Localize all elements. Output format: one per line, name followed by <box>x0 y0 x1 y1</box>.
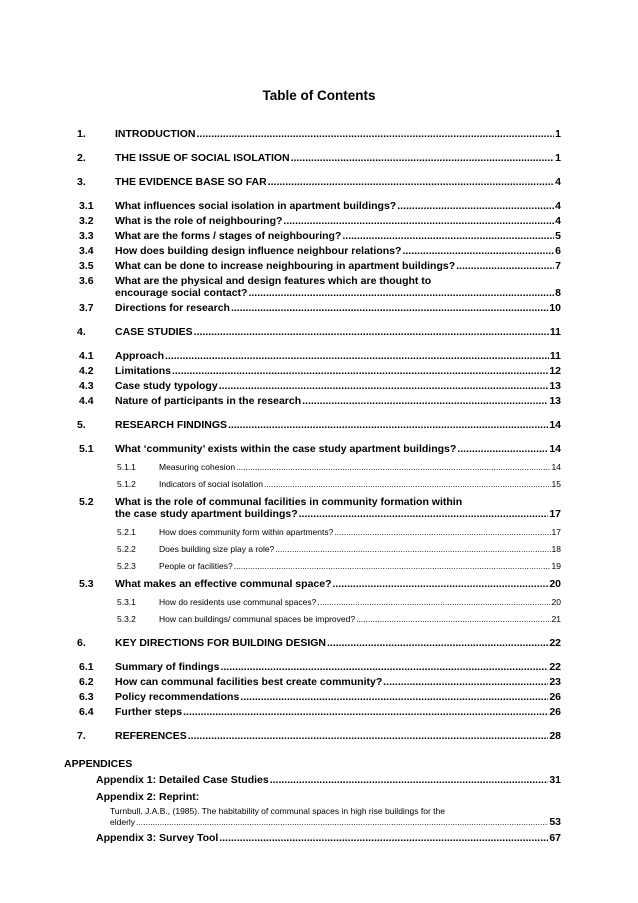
toc-entry-number: 4.1 <box>79 350 94 362</box>
toc-entry-title: Measuring cohesion <box>159 462 236 472</box>
toc-entry-number: 4.4 <box>79 395 94 407</box>
toc-entry-4-4[interactable] <box>77 395 561 407</box>
toc-entry-continuation[interactable] <box>77 287 561 299</box>
toc-entry-page: 8 <box>555 287 561 299</box>
appendix-entry-1[interactable] <box>77 774 561 786</box>
toc-entry-number: 5.1.1 <box>117 462 136 472</box>
dot-leader <box>220 661 548 673</box>
toc-entry-title: Approach <box>115 350 165 362</box>
dot-leader <box>342 230 554 242</box>
dot-leader <box>275 543 550 555</box>
toc-entry-page: 17 <box>549 508 561 520</box>
toc-entry-1[interactable] <box>77 128 561 140</box>
toc-entry-number: 4.2 <box>79 365 94 377</box>
toc-entry-page: 15 <box>551 479 561 489</box>
toc-entry-page: 11 <box>549 326 561 338</box>
toc-entry-4[interactable] <box>77 326 561 338</box>
toc-entry-title: What makes an effective communal space? <box>115 578 332 590</box>
toc-entry-number: 6.1 <box>79 661 94 673</box>
toc-entry-title: Directions for research <box>115 302 230 314</box>
toc-entry-title: Policy recommendations <box>115 691 240 703</box>
toc-entry-number: 5.2.2 <box>117 544 136 554</box>
toc-entry-page: 14 <box>549 443 561 455</box>
toc-entry-title: How do residents use communal spaces? <box>159 597 317 607</box>
toc-entry-title: Indicators of social isolation <box>159 479 263 489</box>
toc-entry-4-2[interactable] <box>77 365 561 377</box>
dot-leader <box>268 176 554 188</box>
toc-entry-number: 5. <box>77 419 86 431</box>
toc-entry-number: 5.2 <box>79 496 94 508</box>
toc-entry-page: 31 <box>549 774 561 786</box>
toc-entry-page: 21 <box>551 614 561 624</box>
toc-entry-page: 17 <box>551 527 561 537</box>
toc-entry-title: What can be done to increase neighbouring in apartment buildings? <box>115 260 456 272</box>
toc-entry-3-5[interactable] <box>77 260 561 272</box>
toc-entry-title: Summary of findings <box>115 661 220 673</box>
dot-leader <box>234 560 551 572</box>
toc-entry-continuation[interactable] <box>77 508 561 520</box>
dot-leader <box>456 260 554 272</box>
toc-entry-title: What is the role of neighbouring? <box>115 215 283 227</box>
toc-entry-number: 6.4 <box>79 706 94 718</box>
toc-entry-5-1-1[interactable] <box>77 461 561 473</box>
dot-leader <box>194 326 549 338</box>
toc-entry-number: 5.1 <box>79 443 94 455</box>
dot-leader <box>334 526 550 538</box>
toc-entry-4-1[interactable] <box>77 350 561 362</box>
toc-entry-4-3[interactable] <box>77 380 561 392</box>
toc-entry-page: 19 <box>551 561 561 571</box>
toc-entry-page: 14 <box>549 419 561 431</box>
dot-leader <box>302 395 548 407</box>
toc-entry-title: RESEARCH FINDINGS <box>115 419 228 431</box>
toc-entry-page: 4 <box>555 200 561 212</box>
toc-entry-page: 22 <box>549 661 561 673</box>
toc-entry-page: 14 <box>551 462 561 472</box>
appendix-2-heading[interactable]: Appendix 2: Reprint: <box>96 791 200 803</box>
toc-entry-5-3[interactable] <box>77 578 561 590</box>
toc-entry-number: 3.3 <box>79 230 94 242</box>
toc-entry-number: 4. <box>77 326 86 338</box>
toc-entry-page: 26 <box>549 691 561 703</box>
toc-entry-number: 3.7 <box>79 302 94 314</box>
toc-entry-3-6[interactable] <box>77 275 561 287</box>
toc-entry-page: 13 <box>549 380 561 392</box>
dot-leader <box>333 578 549 590</box>
toc-entry-number: 3.5 <box>79 260 94 272</box>
toc-entry-6-2[interactable] <box>77 676 561 688</box>
page-title: Table of Contents <box>262 88 376 103</box>
toc-entry-number: 3.2 <box>79 215 94 227</box>
toc-entry-3[interactable] <box>77 176 561 188</box>
toc-entry-title: People or facilities? <box>159 561 233 571</box>
toc-entry-title: THE EVIDENCE BASE SO FAR <box>115 176 267 188</box>
toc-entry-page: 26 <box>549 706 561 718</box>
toc-entry-title: What influences social isolation in apartment buildings? <box>115 200 397 212</box>
toc-entry-page: 67 <box>549 832 561 844</box>
dot-leader <box>188 730 549 742</box>
toc-entry-5-2-2[interactable] <box>77 543 561 555</box>
dot-leader <box>291 152 555 164</box>
table-of-contents <box>64 128 561 844</box>
toc-entry-number: 5.3 <box>79 578 94 590</box>
toc-entry-page: 20 <box>551 597 561 607</box>
appendix-2-reference: Turnbull, J.A.B., (1985). The habitability of communal spaces in high rise buildings for the <box>110 806 445 816</box>
dot-leader <box>317 596 550 608</box>
dot-leader <box>172 365 548 377</box>
toc-entry-5-1[interactable] <box>77 443 561 455</box>
toc-entry-title: What are the physical and design features which are thought to <box>115 275 432 287</box>
toc-entry-5-2-3[interactable] <box>77 560 561 572</box>
toc-entry-title: How does building design influence neighbour relations? <box>115 245 402 257</box>
toc-entry-number: 6.3 <box>79 691 94 703</box>
toc-entry-3-3[interactable] <box>77 230 561 242</box>
toc-entry-number: 3.6 <box>79 275 94 287</box>
toc-entry-number: 7. <box>77 730 86 742</box>
toc-entry-3-2[interactable] <box>77 215 561 227</box>
toc-entry-number: 1. <box>77 128 86 140</box>
dot-leader <box>219 832 548 844</box>
toc-entry-page: 4 <box>555 215 561 227</box>
dot-leader <box>402 245 554 257</box>
toc-entry-page: 4 <box>555 176 561 188</box>
dot-leader <box>165 350 549 362</box>
toc-entry-number: 3. <box>77 176 86 188</box>
dot-leader <box>283 215 554 227</box>
toc-entry-page: 23 <box>549 676 561 688</box>
toc-entry-page: 28 <box>549 730 561 742</box>
appendix-2-reference-cont[interactable] <box>77 817 561 828</box>
toc-entry-page: 22 <box>549 637 561 649</box>
toc-entry-number: 5.3.1 <box>117 597 136 607</box>
toc-entry-5[interactable] <box>77 419 561 431</box>
toc-entry-number: 3.1 <box>79 200 94 212</box>
toc-entry-number: 5.3.2 <box>117 614 136 624</box>
dot-leader <box>299 508 549 520</box>
toc-entry-number: 5.1.2 <box>117 479 136 489</box>
toc-entry-title: INTRODUCTION <box>115 128 196 140</box>
toc-entry-title: Further steps <box>115 706 183 718</box>
toc-entry-title: What is the role of communal facilities in community formation within <box>115 496 463 508</box>
toc-entry-2[interactable] <box>77 152 561 164</box>
toc-entry-title-continued: elderly <box>110 817 136 827</box>
toc-entry-page: 5 <box>555 230 561 242</box>
appendix-entry-3[interactable] <box>77 832 561 844</box>
toc-entry-number: 3.4 <box>79 245 94 257</box>
toc-entry-6-4[interactable] <box>77 706 561 718</box>
toc-entry-title: How can buildings/ communal spaces be improved? <box>159 614 356 624</box>
toc-entry-page: 11 <box>549 350 561 362</box>
toc-entry-5-2-1[interactable] <box>77 526 561 538</box>
toc-entry-page: 12 <box>549 365 561 377</box>
toc-entry-number: 5.2.3 <box>117 561 136 571</box>
toc-entry-title: Appendix 1: Detailed Case Studies <box>96 774 269 786</box>
dot-leader <box>136 817 548 828</box>
dot-leader <box>240 691 548 703</box>
dot-leader <box>219 380 549 392</box>
dot-leader <box>356 613 550 625</box>
toc-entry-page: 20 <box>549 578 561 590</box>
dot-leader <box>236 461 550 473</box>
toc-entry-title: Nature of participants in the research <box>115 395 302 407</box>
dot-leader <box>383 676 548 688</box>
toc-entry-title: KEY DIRECTIONS FOR BUILDING DESIGN <box>115 637 326 649</box>
toc-entry-title: REFERENCES <box>115 730 187 742</box>
toc-entry-title: Does building size play a role? <box>159 544 275 554</box>
dot-leader <box>264 478 551 490</box>
toc-entry-title: How can communal facilities best create community? <box>115 676 383 688</box>
toc-entry-title: Limitations <box>115 365 172 377</box>
toc-entry-page: 53 <box>549 816 561 828</box>
toc-entry-title: How does community form within apartments? <box>159 527 334 537</box>
dot-leader <box>197 128 555 140</box>
toc-entry-page: 13 <box>549 395 561 407</box>
toc-entry-page: 7 <box>555 260 561 272</box>
toc-entry-number: 6.2 <box>79 676 94 688</box>
toc-entry-number: 6. <box>77 637 86 649</box>
dot-leader <box>397 200 554 212</box>
toc-entry-6-1[interactable] <box>77 661 561 673</box>
toc-entry-title: What ‘community’ exists within the case study apartment buildings? <box>115 443 457 455</box>
toc-entry-title: Appendix 3: Survey Tool <box>96 832 219 844</box>
toc-entry-5-3-1[interactable] <box>77 596 561 608</box>
toc-entry-number: 2. <box>77 152 86 164</box>
appendices-heading: APPENDICES <box>64 758 133 770</box>
toc-entry-title: CASE STUDIES <box>115 326 193 338</box>
toc-entry-5-2[interactable] <box>77 496 561 508</box>
toc-entry-title: THE ISSUE OF SOCIAL ISOLATION <box>115 152 290 164</box>
toc-entry-page: 10 <box>549 302 561 314</box>
toc-entry-page: 1 <box>555 128 561 140</box>
toc-entry-title: Case study typology <box>115 380 218 392</box>
toc-entry-page: 6 <box>555 245 561 257</box>
toc-entry-number: 4.3 <box>79 380 94 392</box>
toc-entry-6[interactable] <box>77 637 561 649</box>
dot-leader <box>231 302 548 314</box>
toc-entry-5-3-2[interactable] <box>77 613 561 625</box>
toc-entry-title-continued: the case study apartment buildings? <box>115 508 298 520</box>
toc-entry-5-1-2[interactable] <box>77 478 561 490</box>
dot-leader <box>183 706 548 718</box>
dot-leader <box>327 637 548 649</box>
toc-entry-3-1[interactable] <box>77 200 561 212</box>
toc-entry-number: 5.2.1 <box>117 527 136 537</box>
dot-leader <box>228 419 548 431</box>
toc-entry-page: 1 <box>555 152 561 164</box>
dot-leader <box>248 287 554 299</box>
toc-entry-title: What are the forms / stages of neighbouring? <box>115 230 342 242</box>
toc-entry-6-3[interactable] <box>77 691 561 703</box>
dot-leader <box>457 443 548 455</box>
toc-entry-title-continued: encourage social contact? <box>115 287 248 299</box>
toc-entry-page: 18 <box>551 544 561 554</box>
toc-entry-7[interactable] <box>77 730 561 742</box>
dot-leader <box>270 774 549 786</box>
toc-entry-3-7[interactable] <box>77 302 561 314</box>
toc-entry-3-4[interactable] <box>77 245 561 257</box>
